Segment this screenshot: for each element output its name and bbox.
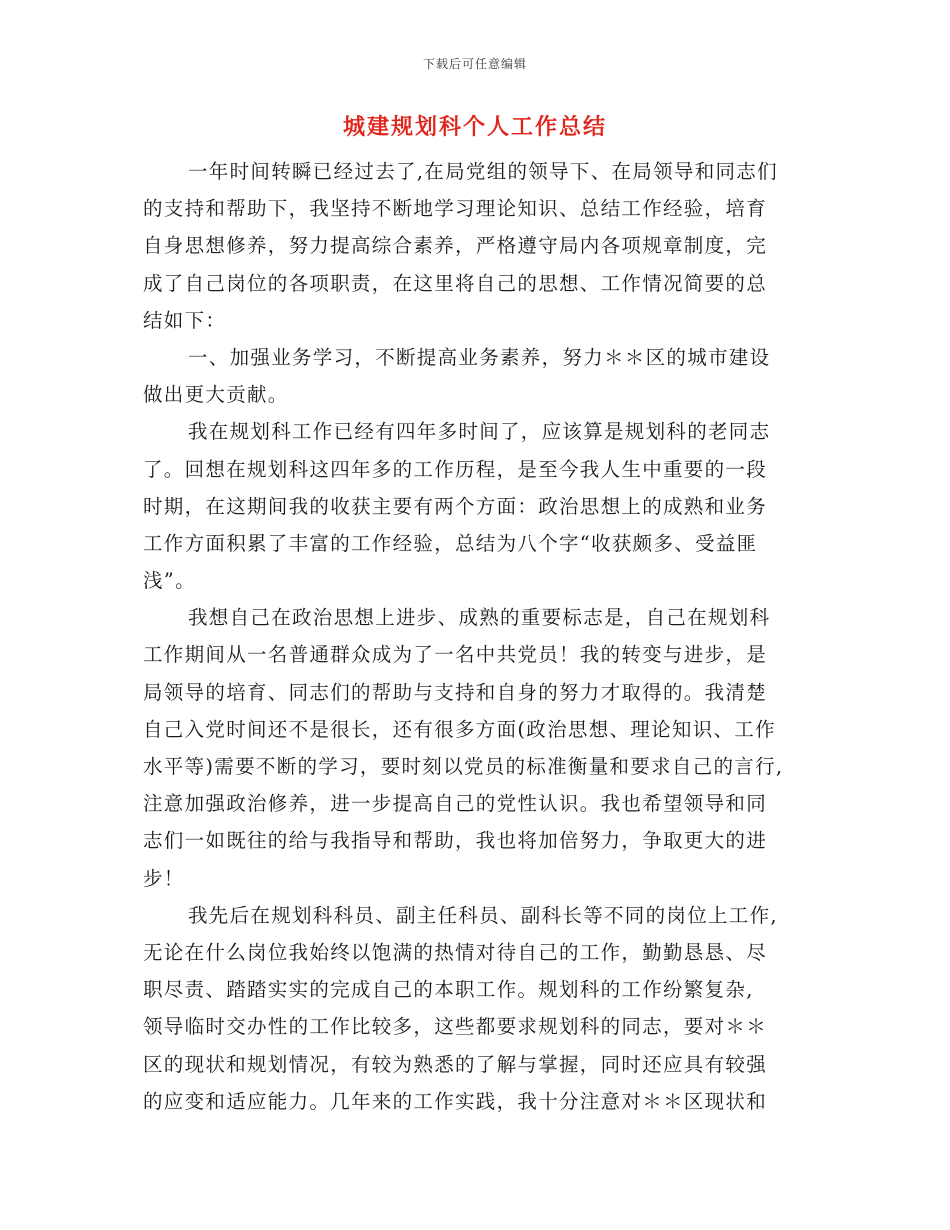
text-line: 我先后在规划科科员、副主任科员、副科长等不同的岗位上工作,	[188, 903, 778, 927]
text-line: 结如下：	[143, 308, 227, 332]
text-line: 了。回想在规划科这四年多的工作历程，是至今我人生中重要的一段	[143, 457, 768, 481]
text-line: 的支持和帮助下，我坚持不断地学习理论知识、总结工作经验，培育	[143, 197, 768, 221]
text-line: 区的现状和规划情况，有较为熟悉的了解与掌握，同时还应具有较强	[143, 1052, 768, 1076]
text-line: 自身思想修养，努力提高综合素养，严格遵守局内各项规章制度，完	[143, 234, 768, 258]
text-line: 步！	[143, 866, 185, 890]
text-line: 局领导的培育、同志们的帮助与支持和自身的努力才取得的。我清楚	[143, 680, 768, 704]
header-note: 下载后可任意编辑	[422, 57, 527, 71]
text-line: 的应变和适应能力。几年来的工作实践，我十分注意对＊＊区现状和	[143, 1089, 768, 1113]
text-line: 工作方面积累了丰富的工作经验，总结为八个字“收获颇多、受益匪	[143, 531, 758, 555]
text-line: 水平等)需要不断的学习，要时刻以党员的标准衡量和要求自己的言行,	[143, 755, 784, 778]
text-line: 职尽责、踏踏实实的完成自己的本职工作。规划科的工作纷繁复杂,	[143, 978, 754, 1002]
text-line: 自己入党时间还不是很长，还有很多方面(政治思想、理论知识、工作	[143, 717, 776, 741]
text-line: 时期，在这期间我的收获主要有两个方面：政治思想上的成熟和业务	[143, 494, 768, 518]
text-line: 领导临时交办性的工作比较多，这些都要求规划科的同志，要对＊＊	[143, 1015, 768, 1039]
text-line: 做出更大贡献。	[143, 383, 289, 407]
text-line: 无论在什么岗位我始终以饱满的热情对待自己的工作，勤勤恳恳、尽	[143, 940, 768, 964]
text-line: 工作期间从一名普通群众成为了一名中共党员！我的转变与进步，是	[143, 643, 768, 667]
text-line: 一、加强业务学习，不断提高业务素养，努力＊＊区的城市建设	[188, 345, 771, 369]
document-title: 城建规划科个人工作总结	[342, 115, 607, 140]
text-line: 成了自己岗位的各项职责，在这里将自己的思想、工作情况简要的总	[143, 271, 768, 295]
text-line: 一年时间转瞬已经过去了,在局党组的领导下、在局领导和同志们	[188, 160, 778, 183]
text-line: 志们一如既往的给与我指导和帮助，我也将加倍努力，争取更大的进	[143, 829, 768, 853]
text-line: 注意加强政治修养，进一步提高自己的党性认识。我也希望领导和同	[143, 792, 768, 816]
text-line: 浅”。	[143, 569, 196, 593]
text-line: 我在规划科工作已经有四年多时间了，应该算是规划科的老同志	[188, 420, 771, 444]
body-text	[143, 153, 808, 1120]
text-line: 我想自己在政治思想上进步、成熟的重要标志是，自己在规划科	[188, 606, 771, 630]
